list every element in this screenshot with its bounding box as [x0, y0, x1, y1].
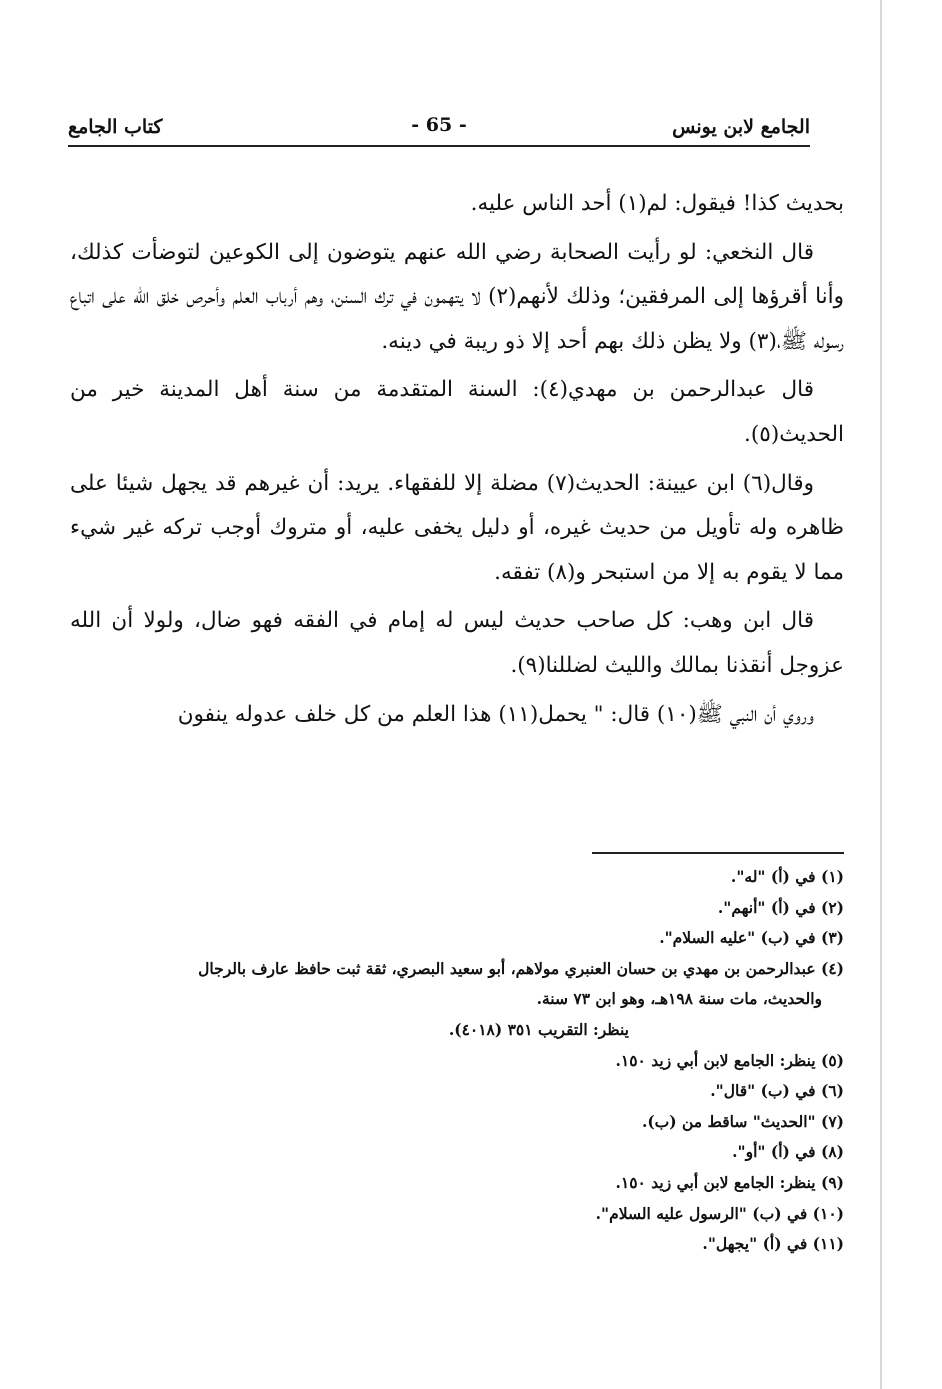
paragraph: قال النخعي: لو رأيت الصحابة رضي الله عنهم يتوضون إلى الكوعين لتوضأت كذلك، وأنا أقرؤها إلى المرفقين؛ وذلك لأنهم(٢) لا يتهمون في ترك السنن، وهم أرباب العلم وأحرص خلق الله على اتباع رسوله ﷺ،(٣) ولا يظن ذلك بهم أحد إلا ذو ريبة في دينه.: [70, 239, 844, 354]
footnote: (٨) في (أ) "أو".: [732, 1142, 844, 1162]
footnote: (٥) ينظر: الجامع لابن أبي زيد ١٥٠.: [615, 1050, 844, 1070]
footnote-continuation: والحديث، مات سنة ١٩٨هـ، وهو ابن ٧٣ سنة.: [536, 989, 822, 1009]
footnote: (١١) في (أ) "يجهل".: [702, 1234, 844, 1254]
footnote: (٦) في (ب) "قال".: [710, 1081, 844, 1101]
footnote: (١) في (أ) "له".: [730, 867, 844, 886]
paragraph: وروي أن النبي ﷺ(١٠) قال: " يحمل(١١) هذا العلم من كل خلف عدوله ينفون: [177, 701, 814, 727]
page-number: - 65 -: [411, 114, 467, 136]
paragraph: بحديث كذا! فيقول: لم(١) أحد الناس عليه.: [470, 191, 844, 216]
footnote: (٣) في (ب) "عليه السلام".: [659, 928, 844, 948]
footnote: (٧) "الحديث" ساقط من (ب).: [641, 1111, 844, 1131]
header-section-title: كتاب الجامع: [68, 116, 163, 138]
footnote: (٩) ينظر: الجامع لابن أبي زيد ١٥٠.: [615, 1172, 844, 1192]
footnotes: [70, 862, 844, 1260]
footnote: (١٠) في (ب) "الرسول عليه السلام".: [595, 1203, 844, 1223]
footnote: (٤) عبدالرحمن بن مهدي بن حسان العنبري مولاهم، أبو سعيد البصري، ثقة ثبت حافظ عارف بالرجال: [198, 958, 844, 978]
header-book-title: الجامع لابن يونس: [672, 116, 810, 138]
running-header: [68, 112, 810, 146]
paragraph: قال ابن وهب: كل صاحب حديث ليس له إمام في الفقه فهو ضال، ولولا أن الله عزوجل أنقذنا بمالك والليث لضللنا(٩).: [70, 608, 844, 678]
footnote: (٢) في (أ) "أنهم".: [717, 897, 844, 917]
paragraph: وقال(٦) ابن عيينة: الحديث(٧) مضلة إلا للفقهاء. يريد: أن غيرهم قد يجهل شيئا على ظاهره وله تأويل من حديث غيره، أو دليل يخفى عليه، أو متروك أوجب تركه غير شيء مما لا يقوم به إلا من استبحر و(٨) تفقه.: [70, 470, 844, 585]
paragraph: قال عبدالرحمن بن مهدي(٤): السنة المتقدمة من سنة أهل المدينة خير من الحديث(٥).: [70, 377, 844, 447]
footnote-reference: ينظر: التقريب ٣٥١ (٤٠١٨).: [448, 1019, 629, 1039]
page-edge-line: [880, 0, 882, 1389]
footnote-rule: [592, 852, 844, 854]
main-text: [70, 182, 844, 741]
header-rule: [68, 145, 810, 147]
